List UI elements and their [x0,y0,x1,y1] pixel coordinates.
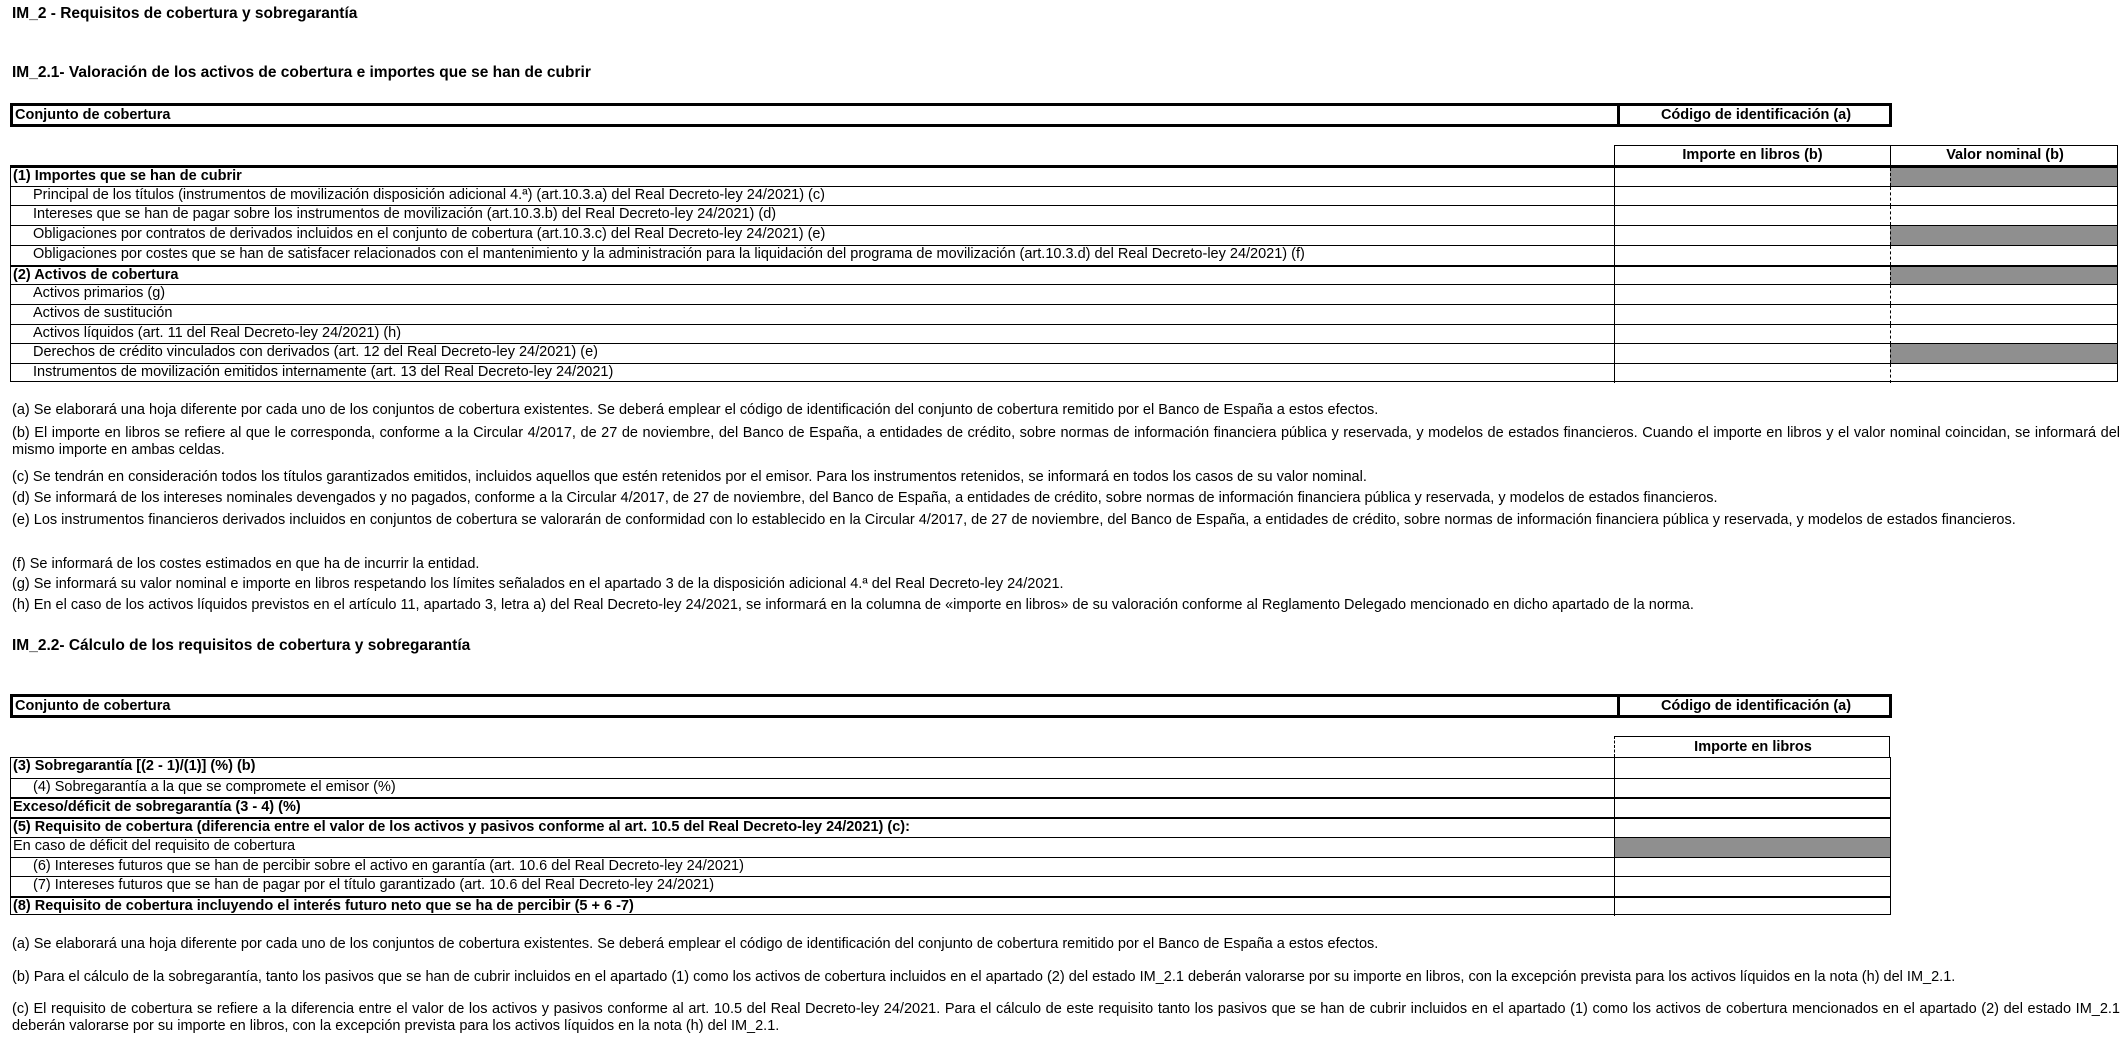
row-label: (7) Intereses futuros que se han de pagar por el título garantizado (art. 10.6 del Real Decreto-ley 24/2021) [33,877,715,893]
footnote: (a) Se elaborará una hoja diferente por cada uno de los conjuntos de cobertura existentes. Se deberá emplear el código de identificación del conjunto de cobertura remitido por el Banco de España a estos efectos. [12,402,1379,418]
importe-libros-cell[interactable] [1614,344,1890,363]
s2-col-headers [1614,736,1890,757]
row-label: En caso de déficit del requisito de cobertura [13,838,296,854]
importe-libros-cell[interactable] [1614,206,1890,225]
table-row [11,343,2117,363]
importe-libros-cell[interactable] [1614,858,1890,877]
valor-nominal-cell[interactable] [1890,305,2117,324]
row-label: Obligaciones por costes que se han de satisfacer relacionados con el mantenimiento y la administración para la liquidación del programa de movilización (art.10.3.d) del Real Decreto-ley 24/2021) (f) [33,246,1305,262]
footnote: (d) Se informará de los intereses nominales devengados y no pagados, conforme a la Circular 4/2017, de 27 de noviembre, del Banco de España, a entidades de crédito, sobre normas de información financiera pública y reservada, y modelos de estados financieros. [12,490,1718,506]
valor-nominal-cell[interactable] [1890,285,2117,304]
row-label: Instrumentos de movilización emitidos internamente (art. 13 del Real Decreto-ley 24/2021) [33,364,614,380]
table-row [11,284,2117,304]
table-row [11,225,2117,245]
valor-nominal-cell [1890,267,2117,285]
s1-header-bar [10,103,1892,127]
footnote: (b) Para el cálculo de la sobregarantía, tanto los pasivos que se han de cubrir incluidos en el apartado (1) como los activos de cobertura incluidos en el apartado (2) del estado IM_2.1 deberán valorarse por su importe en libros, con la excepción prevista para los activos líquidos en la nota (h) del IM_2.1. [12,969,1956,985]
table-row [11,876,1890,896]
importe-libros-cell[interactable] [1614,877,1890,896]
footnote: (f) Se informará de los costes estimados en que ha de incurrir la entidad. [12,556,480,572]
table-row [11,778,1890,798]
table-row [11,245,2117,265]
table-row [11,837,1890,857]
table-row [11,166,2117,186]
footnote: (b) El importe en libros se refiere al que le corresponda, conforme a la Circular 4/2017, de 27 de noviembre, del Banco de España, a entidades de crédito, sobre normas de información financiera pública y reservada, y modelos de estados financieros. Cuando el importe en libros y el valor nominal coincidan, se informará del mismo importe en ambas celdas. [12,425,2120,458]
row-label: (1) Importes que se han de cubrir [13,168,242,184]
importe-libros-cell[interactable] [1614,187,1890,206]
importe-libros-cell[interactable] [1614,758,1890,778]
table-row [11,186,2117,206]
importe-libros-cell[interactable] [1614,779,1890,798]
valor-nominal-cell[interactable] [1890,364,2117,383]
importe-libros-cell[interactable] [1614,819,1890,837]
row-label: Exceso/déficit de sobregarantía (3 - 4) (%) [13,799,301,815]
row-label: (2) Activos de cobertura [13,267,179,283]
valor-nominal-cell [1890,168,2117,186]
importe-libros-cell[interactable] [1614,285,1890,304]
row-label: Intereses que se han de pagar sobre los instrumentos de movilización (art.10.3.b) del Real Decreto-ley 24/2021) (d) [33,206,777,222]
row-label: Principal de los títulos (instrumentos de movilización disposición adicional 4.ª) (art.10.3.a) del Real Decreto-ley 24/2021) (c) [33,187,825,203]
table-row [11,265,2117,285]
page-title: IM_2 - Requisitos de cobertura y sobregarantía [12,5,358,22]
table-row [11,324,2117,344]
importe-libros-cell[interactable] [1614,325,1890,344]
row-label: Derechos de crédito vinculados con derivados (art. 12 del Real Decreto-ley 24/2021) (e) [33,344,598,360]
valor-nominal-cell [1890,344,2117,363]
section-2-title: IM_2.2- Cálculo de los requisitos de cobertura y sobregarantía [12,637,471,654]
footnote: (c) Se tendrán en consideración todos los títulos garantizados emitidos, incluidos aquellos que estén retenidos por el emisor. Para los instrumentos retenidos, se informará en todos los casos de su valor nominal. [12,469,1367,485]
table-row [11,817,1890,837]
importe-libros-cell[interactable] [1614,226,1890,245]
s2-col-libros: Importe en libros [1694,739,1812,755]
s2-table [10,757,1891,915]
importe-libros-cell [1614,838,1890,857]
importe-libros-cell[interactable] [1614,267,1890,285]
footnote: (h) En el caso de los activos líquidos previstos en el artículo 11, apartado 3, letra a) del Real Decreto-ley 24/2021, se informará en la columna de «importe en libros» de su valoración conforme al Reglamento Delegado mencionado en dicho apartado de la norma. [12,597,1694,613]
s1-header-code: Código de identificación (a) [1660,107,1852,123]
importe-libros-cell[interactable] [1614,246,1890,265]
row-label: (6) Intereses futuros que se han de percibir sobre el activo en garantía (art. 10.6 del Real Decreto-ley 24/2021) [33,858,744,874]
table-row [11,304,2117,324]
table-row [11,797,1890,817]
valor-nominal-cell [1890,226,2117,245]
row-label: Activos de sustitución [33,305,173,321]
row-label: Activos líquidos (art. 11 del Real Decreto-ley 24/2021) (h) [33,325,402,341]
valor-nominal-cell[interactable] [1890,246,2117,265]
row-label: Obligaciones por contratos de derivados incluidos en el conjunto de cobertura (art.10.3.c) del Real Decreto-ley 24/2021) (e) [33,226,826,242]
footnote: (g) Se informará su valor nominal e importe en libros respetando los límites señalados en el apartado 3 de la disposición adicional 4.ª del Real Decreto-ley 24/2021. [12,576,1064,592]
importe-libros-cell[interactable] [1614,799,1890,817]
table-row [11,363,2117,383]
importe-libros-cell[interactable] [1614,168,1890,186]
s1-header-label: Conjunto de cobertura [15,107,171,123]
s1-col-nominal: Valor nominal (b) [1946,147,2064,163]
importe-libros-cell[interactable] [1614,898,1890,916]
table-row [11,758,1890,778]
valor-nominal-cell[interactable] [1890,206,2117,225]
importe-libros-cell[interactable] [1614,364,1890,383]
footnote: (c) El requisito de cobertura se refiere a la diferencia entre el valor de los activos y pasivos conforme al art. 10.5 del Real Decreto-ley 24/2021. Para el cálculo de este requisito tanto los pasivos que se han de cubrir incluidos en el apartado (1) como los activos de cobertura mencionados en el apartado (2) del estado IM_2.1 deberán valorarse por su importe en libros, con la excepción prevista para los activos líquidos en la nota (h) del IM_2.1. [12,1001,2120,1034]
s1-col-headers [1614,145,2118,165]
s2-header-label: Conjunto de cobertura [15,698,171,714]
s1-col-libros: Importe en libros (b) [1682,147,1823,163]
row-label: (8) Requisito de cobertura incluyendo el interés futuro neto que se ha de percibir (5 + 6 -7) [13,898,634,914]
s1-table [10,165,2118,382]
footnote: (e) Los instrumentos financieros derivados incluidos en conjuntos de cobertura se valorarán de conformidad con lo establecido en la Circular 4/2017, de 27 de noviembre, del Banco de España, a entidades de crédito, sobre normas de información financiera pública y reservada, y modelos de estados financieros. [12,512,2016,528]
table-row [11,857,1890,877]
importe-libros-cell[interactable] [1614,305,1890,324]
s2-header-code: Código de identificación (a) [1660,698,1852,714]
row-label: Activos primarios (g) [33,285,166,301]
row-label: (5) Requisito de cobertura (diferencia entre el valor de los activos y pasivos conforme al art. 10.5 del Real Decreto-ley 24/2021) (c): [13,819,910,835]
table-row [11,896,1890,916]
footnote: (a) Se elaborará una hoja diferente por cada uno de los conjuntos de cobertura existentes. Se deberá emplear el código de identificación del conjunto de cobertura remitido por el Banco de España a estos efectos. [12,936,1379,952]
section-1-title: IM_2.1- Valoración de los activos de cobertura e importes que se han de cubrir [12,64,591,81]
valor-nominal-cell[interactable] [1890,187,2117,206]
s2-header-bar [10,694,1892,718]
valor-nominal-cell[interactable] [1890,325,2117,344]
row-label: (4) Sobregarantía a la que se compromete el emisor (%) [33,779,396,795]
table-row [11,205,2117,225]
row-label: (3) Sobregarantía [(2 - 1)/(1)] (%) (b) [13,758,256,774]
